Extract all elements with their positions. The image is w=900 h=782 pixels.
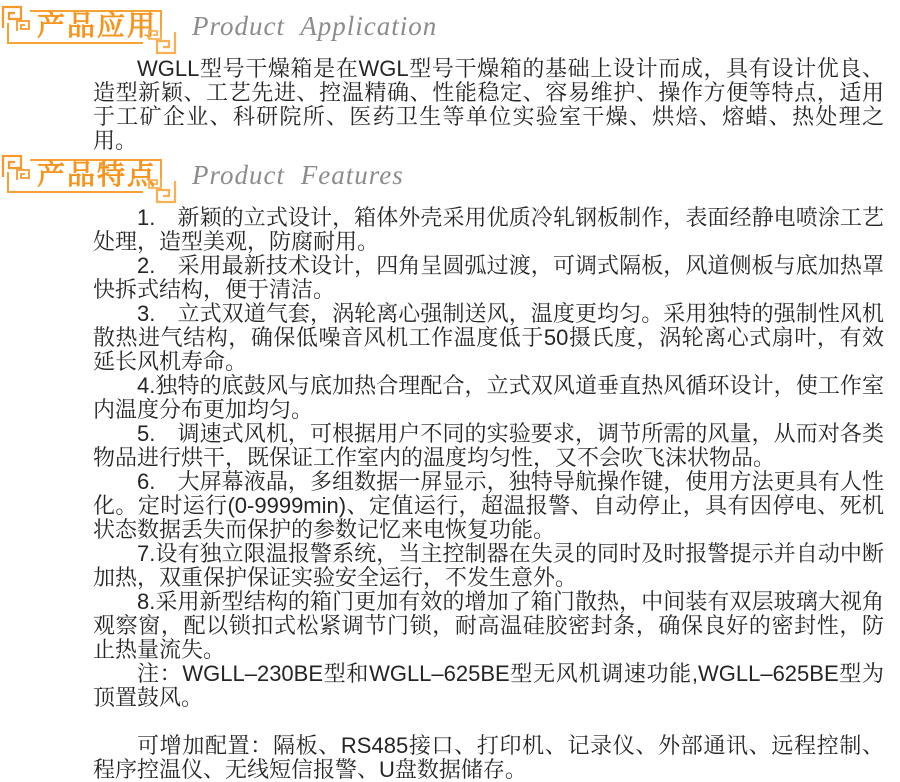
features-subtitle: Product Features [192,160,404,190]
features-badge [0,153,182,203]
features-badge-title: 产品特点 [37,159,158,190]
feature-item-3: 3. 立式双道气套，涡轮离心强制送风，温度更均匀。采用独特的强制性风机散热进气结构，确保低噪音风机工作温度低于50摄氏度，涡轮离心式扇叶，有效延长风机寿命。 [93,301,884,374]
feature-item-8: 8.采用新型结构的箱门更加有效的增加了箱门散热，中间装有双层玻璃大视角观察窗，配以锁扣式松紧调节门锁，耐高温硅胶密封条，确保良好的密封性，防止热量流失。 [93,589,884,662]
feature-note: 注：WGLL–230BE型和WGLL–625BE型无风机调速功能,WGLL–625BE型为顶置鼓风。 [93,661,884,710]
application-header [0,4,900,54]
feature-item-6: 6. 大屏幕液晶，多组数据一屏显示，独特导航操作键，使用方法更具有人性化。定时运行(0-9999min)、定值运行，超温报警、自动停止，具有因停电、死机状态数据丢失而保护的参数记忆来电恢复功能。 [93,469,884,542]
feature-item-1: 1. 新颖的立式设计，箱体外壳采用优质冷轧钢板制作，表面经静电喷涂工艺处理，造型美观，防腐耐用。 [93,205,884,254]
feature-item-4: 4.独特的底鼓风与底加热合理配合，立式双风道垂直热风循环设计，使工作室内温度分布更加均匀。 [93,373,884,422]
section-features [0,153,900,782]
application-badge-title: 产品应用 [37,10,158,41]
application-subtitle: Product Application [192,11,438,41]
application-paragraph: WGLL型号干燥箱是在WGL型号干燥箱的基础上设计而成，具有设计优良、造型新颖、工艺先进、控温精确、性能稳定、容易维护、操作方便等特点，适用于工矿企业、科研院所、医药卫生等单位实验室干燥、烘焙、熔蜡、热处理之用。 [93,56,884,153]
optional-config-paragraph: 可增加配置：隔板、RS485接口、打印机、记录仪、外部通讯、远程控制、程序控温仪、无线短信报警、U盘数据储存。 [93,733,884,782]
application-body [93,57,884,153]
feature-item-5: 5. 调速式风机，可根据用户不同的实验要求，调节所需的风量，从而对各类物品进行烘干，既保证工作室内的温度均匀性，又不会吹飞沫状物品。 [93,421,884,470]
application-badge [0,4,182,54]
meander-ornament-icon [146,177,178,205]
features-body [93,206,884,782]
section-application [0,4,900,153]
features-header [0,153,900,203]
meander-ornament-icon [146,28,178,56]
feature-item-7: 7.设有独立限温报警系统，当主控制器在失灵的同时及时报警提示并自动中断加热，双重保护保证实验安全运行，不发生意外。 [93,541,884,590]
feature-item-2: 2. 采用最新技术设计，四角呈圆弧过渡，可调式隔板，风道侧板与底加热罩快拆式结构，便于清洁。 [93,253,884,302]
